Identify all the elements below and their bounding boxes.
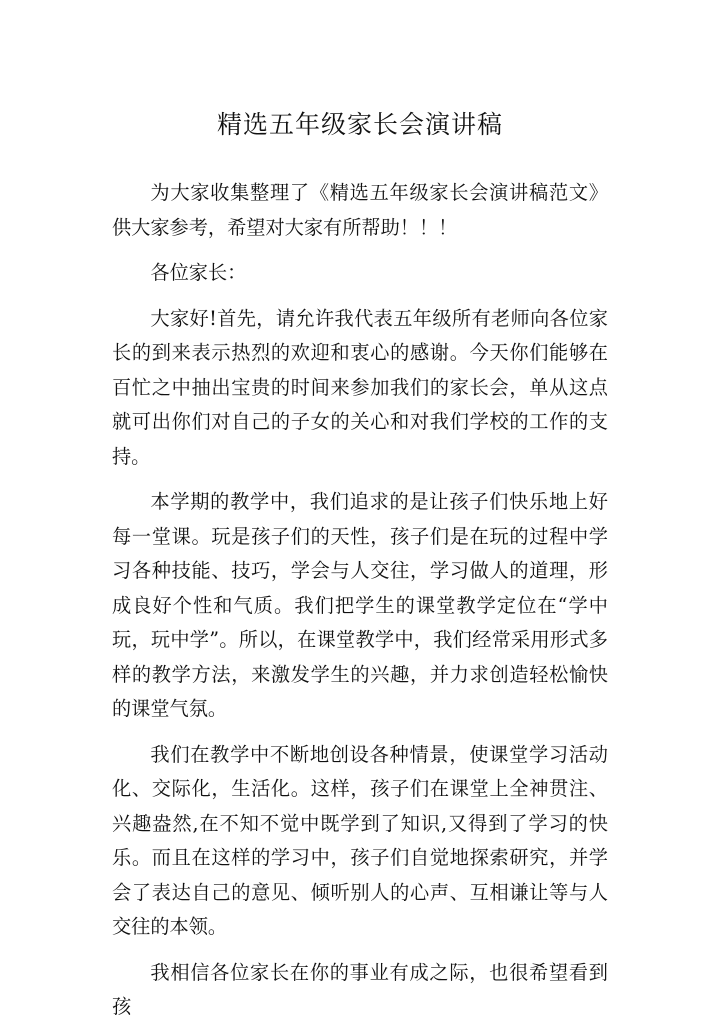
paragraph-teaching: 本学期的教学中，我们追求的是让孩子们快乐地上好每一堂课。玩是孩子们的天性，孩子们是在玩的过程中学习各种技能、技巧，学会与人交往，学习做人的道理，形成良好个性和气质。我们把学生的课堂教学定位在“学中玩，玩中学”。所以，在课堂教学中，我们经常采用形式多样的教学方法，来激发学生的兴趣，并力求创造轻松愉快的课堂气氛。 (112, 490, 608, 720)
paragraph-intro: 为大家收集整理了《精选五年级家长会演讲稿范文》供大家参考，希望对大家有所帮助！！！ (112, 181, 608, 239)
paragraph-scenarios: 我们在教学中不断地创设各种情景，使课堂学习活动化、交际化，生活化。这样，孩子们在课堂上全神贯注、兴趣盎然,在不知不觉中既学到了知识,又得到了学习的快乐。而且在这样的学习中，孩子们自觉地探索研究，并学会了表达自己的意见、倾听别人的心声、互相谦让等与人交往的本领。 (112, 742, 608, 938)
document-body (112, 176, 608, 1036)
paragraph-closing-start: 我相信各位家长在你的事业有成之际，也很希望看到孩 (112, 960, 608, 1018)
paragraph-welcome: 大家好!首先，请允许我代表五年级所有老师向各位家长的到来表示热烈的欢迎和衷心的感谢。今天你们能够在百忙之中抽出宝贵的时间来参加我们的家长会，单从这点就可出你们对自己的子女的关心和对我们学校的工作的支持。 (112, 306, 608, 468)
paragraph-salutation: 各位家长： (150, 261, 247, 284)
document-title: 精选五年级家长会演讲稿 (216, 109, 503, 139)
